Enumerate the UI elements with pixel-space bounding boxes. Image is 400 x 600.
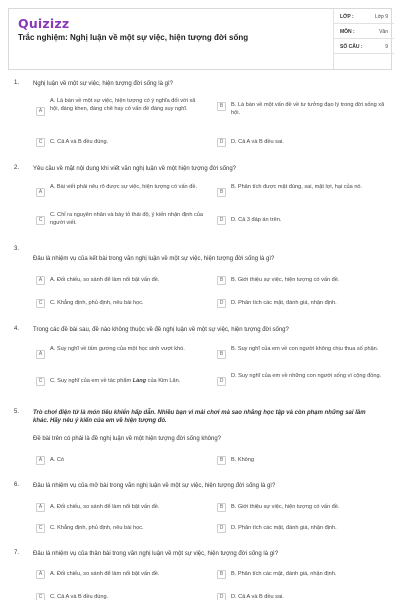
option-text: A. Suy nghĩ về tấm gương của một học sinh vượt khó. xyxy=(50,346,185,352)
option-letter-box: C xyxy=(36,593,45,600)
option-letter-box: A xyxy=(36,107,45,116)
worksheet-title: Trắc nghiệm: Nghị luận về một sự việc, hiện tượng đời sống xyxy=(18,33,249,42)
option-text: D. Phân tích các mặt, đánh giá, nhận định. xyxy=(231,525,337,531)
option-letter-box: D xyxy=(217,377,226,386)
question-text: Nghị luận về một sự việc, hiện tượng đời sống là gì? xyxy=(33,81,173,87)
option-text: D. Cả 3 đáp án trên. xyxy=(231,217,282,223)
meta-row-subject xyxy=(334,24,394,39)
meta-row-question-count xyxy=(334,39,394,54)
meta-label: SỐ CÂU : xyxy=(340,44,363,50)
option-text-prefix: C. Suy nghĩ của em về tác phẩm xyxy=(50,378,133,384)
option-text: A. Là bàn về một sự việc, hiện tượng có ý nghĩa đối với xã hội, đáng khen, đáng chê hay có vấn đề đáng suy nghĩ. xyxy=(50,98,196,112)
question-text: Trong các đề bài sau, đề nào không thuộc về đề nghị luận về một sự việc, hiện tượng đời sống? xyxy=(33,327,289,333)
option-text: C. Khẳng định, phủ định, nêu bài học. xyxy=(50,525,144,531)
option-letter-box: A xyxy=(36,188,45,197)
option-text: C. Cả A và B đều đúng. xyxy=(50,594,109,600)
option-text: B. Phân tích được mặt đúng, sai, mặt lợi, hại của nó. xyxy=(231,184,363,190)
option-letter-box: B xyxy=(217,276,226,285)
meta-value: Văn xyxy=(379,29,388,35)
option-letter-box: C xyxy=(36,216,45,225)
option-text: A. Đối chiếu, so sánh để làm nổi bật vấn đề. xyxy=(50,277,160,283)
meta-row-class xyxy=(334,9,394,24)
question-text: Đâu là nhiệm vụ của thân bài trong văn nghị luận về một sự việc, hiện tượng đời sống là gì? xyxy=(33,551,279,557)
option-letter-box: A xyxy=(36,276,45,285)
meta-label: MÔN : xyxy=(340,29,355,35)
work-title-lang: Làng xyxy=(132,378,147,384)
option-text-suffix: của Kim Lân. xyxy=(146,378,181,384)
option-text: C. Khẳng định, phủ định, nêu bài học. xyxy=(50,300,144,306)
meta-table xyxy=(333,9,393,69)
question-text: Đâu là nhiệm vụ của mở bài trong văn nghị luận về một sự việc, hiện tượng đời sống là gì? xyxy=(33,483,276,489)
option-letter-box: C xyxy=(36,299,45,308)
option-letter-box: C xyxy=(36,524,45,533)
option-letter-box: D xyxy=(217,216,226,225)
option-text: D. Cả A và B đều sai. xyxy=(231,594,284,600)
option-letter-box: A xyxy=(36,350,45,359)
option-letter-box: D xyxy=(217,524,226,533)
option-text: A. Đối chiếu, so sánh để làm nổi bật vấn đề. xyxy=(50,571,160,577)
option-letter-box: B xyxy=(217,188,226,197)
question-text: Đâu là nhiệm vụ của kết bài trong văn nghị luận về một sự việc, hiện tượng đời sống là gì? xyxy=(33,256,275,262)
question-text: Đề bài trên có phải là đề nghị luận về một hiện tượng đời sống không? xyxy=(33,436,222,442)
option-text: A. Có xyxy=(50,457,64,463)
option-text: B. Giới thiệu sự việc, hiện tượng có vấn đề. xyxy=(231,277,340,283)
option-letter-box: C xyxy=(36,377,45,386)
option-text xyxy=(50,378,205,386)
option-letter-box: D xyxy=(217,299,226,308)
option-letter-box: D xyxy=(217,593,226,600)
option-text: A. Đối chiếu, so sánh để làm nổi bật vấn đề. xyxy=(50,504,160,510)
option-text: B. Phân tích các mặt, đánh giá, nhận định. xyxy=(231,571,337,577)
question-number: 2. xyxy=(14,165,20,171)
question-number: 1. xyxy=(14,80,20,86)
question-number: 4. xyxy=(14,326,20,332)
quizizz-logo: Quizizz xyxy=(18,16,70,31)
option-text: D. Suy nghĩ của em về những con người sống vì cộng đồng. xyxy=(231,373,382,379)
question-number: 3. xyxy=(14,246,20,252)
option-text: D. Cả A và B đều sai. xyxy=(231,139,284,145)
meta-value: Lớp 9 xyxy=(374,14,388,20)
option-letter-box: C xyxy=(36,138,45,147)
option-letter-box: B xyxy=(217,350,226,359)
option-text: C. Cả A và B đều đúng. xyxy=(50,139,109,145)
option-text: B. Là bàn về một vấn đề về tư tưởng đạo lý trong đời sống xã hội. xyxy=(231,102,385,116)
worksheet-header xyxy=(8,8,392,70)
option-text: B. Suy nghĩ của em về con người không chịu thua số phận. xyxy=(231,346,379,352)
meta-value: 9 xyxy=(385,44,388,50)
option-text: D. Phân tích các mặt, đánh giá, nhận định. xyxy=(231,300,337,306)
option-letter-box: B xyxy=(217,102,226,111)
question-number: 5. xyxy=(14,409,20,415)
option-letter-box: D xyxy=(217,138,226,147)
option-text: C. Chỉ ra nguyên nhân và bày tỏ thái độ, ý kiến nhận định của người viết. xyxy=(50,212,203,226)
option-letter-box: B xyxy=(217,503,226,512)
option-text: B. Không xyxy=(231,457,255,463)
option-letter-box: B xyxy=(217,570,226,579)
option-letter-box: A xyxy=(36,456,45,465)
option-letter-box: B xyxy=(217,456,226,465)
option-letter-box: A xyxy=(36,570,45,579)
option-text: B. Giới thiệu sự việc, hiện tượng có vấn đề. xyxy=(231,504,340,510)
question-instruction: Trò chơi điện tử là món tiêu khiển hấp dẫn. Nhiều bạn vì mải chơi mà sao nhãng học tập và còn phạm những sai lầm khác. Hãy nêu ý kiến của em về hiện tượng đó. xyxy=(33,410,366,424)
meta-label: LỚP : xyxy=(340,14,354,20)
question-text: Yêu cầu về mặt nội dung khi viết văn nghị luận về một hiện tượng đời sống? xyxy=(33,166,237,172)
question-number: 6. xyxy=(14,482,20,488)
option-text: A. Bài viết phải nêu rõ được sự việc, hiện tượng có vấn đề. xyxy=(50,184,197,190)
question-number: 7. xyxy=(14,550,20,556)
option-letter-box: A xyxy=(36,503,45,512)
